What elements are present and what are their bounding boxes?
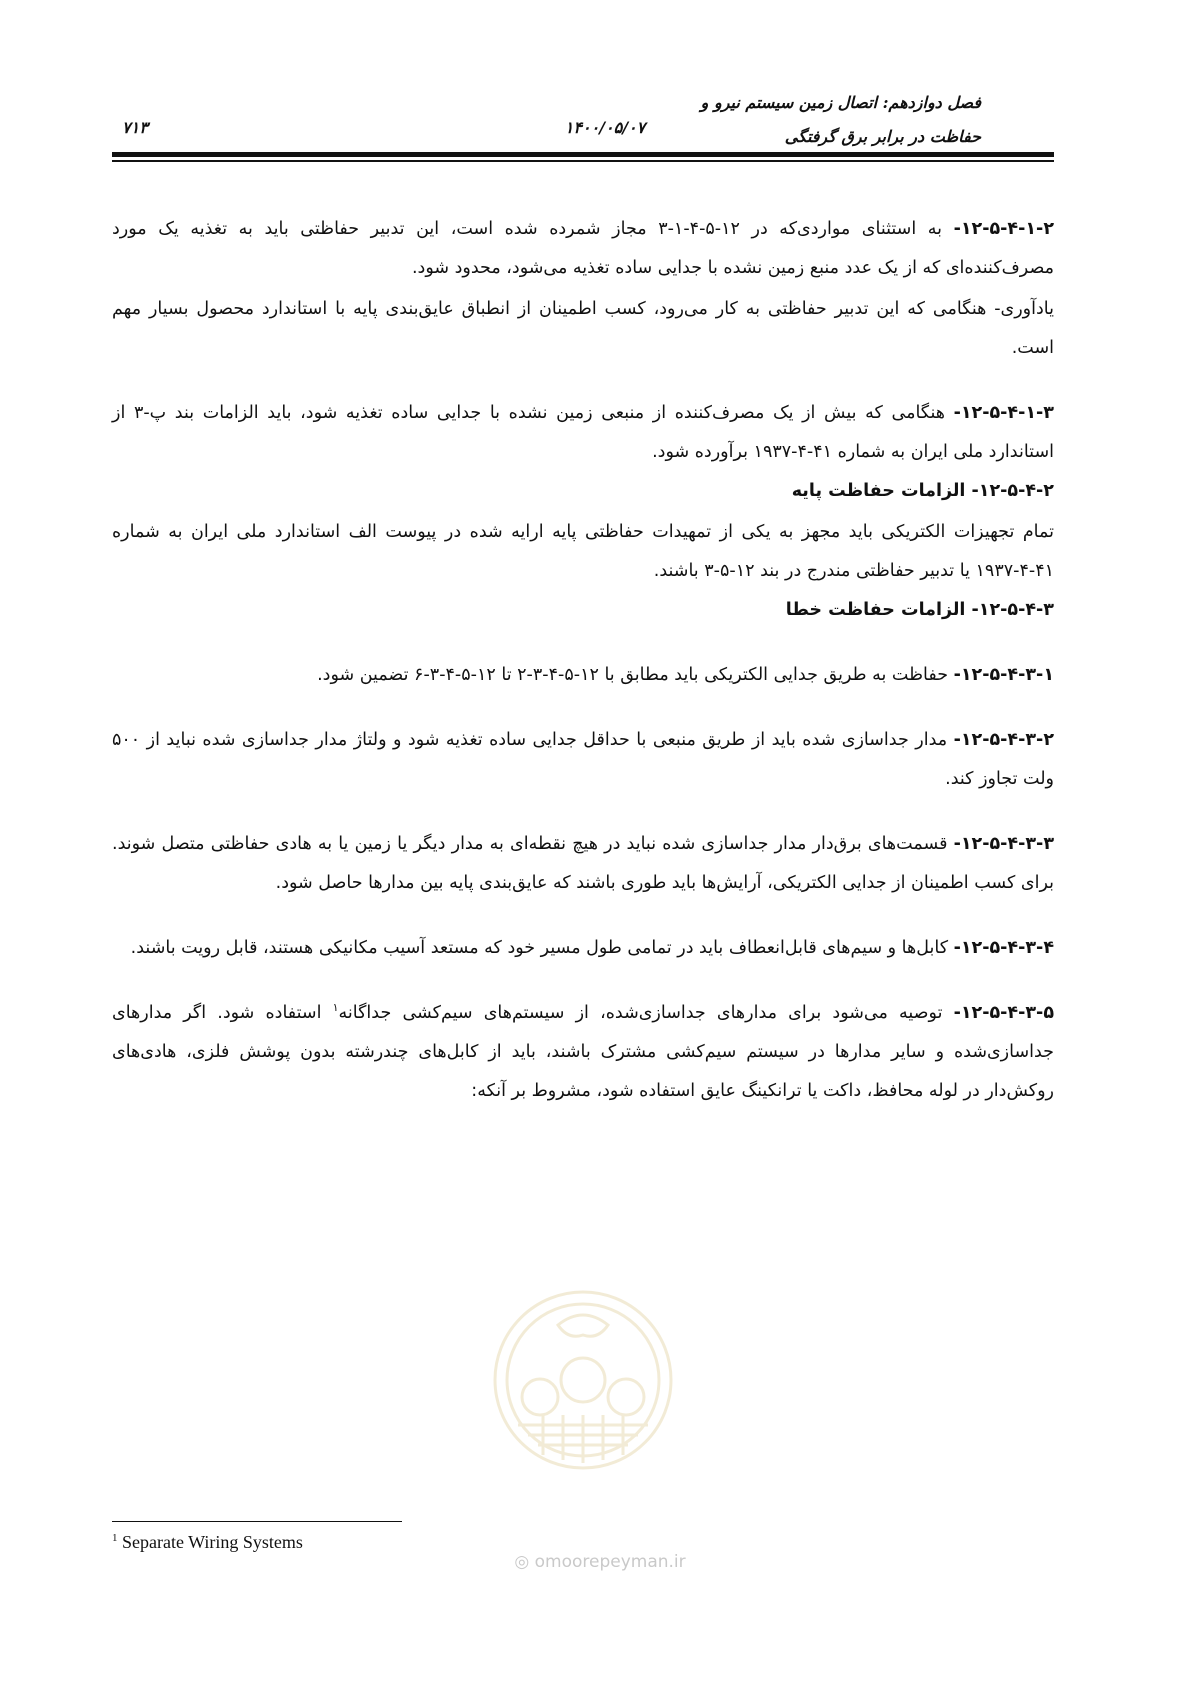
footnote-text: Separate Wiring Systems <box>122 1532 303 1552</box>
clause-text: قسمت‌های برق‌دار مدار جداسازی شده نباید در هیچ نقطه‌ای به مدار دیگر یا زمین یا به هادی حفاظتی متصل شوند. برای کسب اطمینان از جدایی الکتریکی، آرایش‌ها باید طوری باشند که عایق‌بندی پایه بین مدارها حاصل شود. <box>112 834 1054 893</box>
section-heading-fault-protection: ۱۲-۵-۴-۳- الزامات حفاظت خطا <box>785 600 1054 620</box>
header-rule-thick <box>112 152 1054 157</box>
clause-number: ۱۲-۵-۴-۱-۳- <box>953 403 1054 423</box>
clause-12-5-4-1-3 <box>112 394 1054 472</box>
body-text <box>112 210 1054 1111</box>
chapter-title <box>421 86 981 154</box>
clause-text: کابل‌ها و سیم‌های قابل‌انعطاف باید در تمامی طول مسیر خود که مستعد آسیب مکانیکی هستند، قابل رویت باشند. <box>130 938 954 958</box>
chapter-title-line1: فصل دوازدهم: اتصال زمین سیستم نیرو و <box>700 93 981 112</box>
clause-12-5-4-3-4 <box>112 929 1054 968</box>
clause-12-5-4-1-2 <box>112 210 1054 288</box>
paragraph-text: تمام تجهیزات الکتریکی باید مجهز به یکی از تمهیدات حفاظتی پایه ارایه شده در پیوست الف استاندارد ملی ایران به شماره ۴۱-۴-۱۹۳۷ یا تدبیر حفاظتی مندرج در بند ۱۲-۵-۳ باشند. <box>112 522 1054 581</box>
clause-12-5-4-3-1 <box>112 656 1054 695</box>
chapter-title-line2: حفاظت در برابر برق گرفتگی <box>784 127 981 146</box>
watermark-logo <box>488 1285 678 1475</box>
clause-12-5-4-3-5 <box>112 994 1054 1111</box>
basic-protection-paragraph <box>112 513 1054 591</box>
section-heading-basic-protection: ۱۲-۵-۴-۲- الزامات حفاظت پایه <box>791 481 1054 501</box>
clause-number: ۱۲-۵-۴-۳-۵- <box>953 1003 1054 1023</box>
clause-text: مدار جداسازی شده باید از طریق منبعی با حداقل جدایی ساده تغذیه شود و ولتاژ مدار جداسازی شده نباید از ۵۰۰ ولت تجاوز کند. <box>112 730 1054 789</box>
clause-12-5-4-3-2 <box>112 721 1054 799</box>
footnote-marker: 1 <box>112 1532 118 1544</box>
watermark-site <box>500 1552 700 1572</box>
clause-text: به استثنای مواردی‌که در ۱۲-۵-۴-۱-۳ مجاز شمرده شده است، این تدبیر حفاظتی باید به تغذیه یک مورد مصرف‌کننده‌ای که از یک عدد منبع زمین نشده با جدایی ساده تغذیه می‌شود، محدود شود. <box>112 219 1054 278</box>
footnote-reference: ۱ <box>332 1001 339 1015</box>
footnote-rule <box>112 1521 402 1522</box>
clause-number: ۱۲-۵-۴-۳-۱- <box>953 665 1054 685</box>
clause-number: ۱۲-۵-۴-۳-۳- <box>953 834 1054 854</box>
header-date: ۱۴۰۰/۰۵/۰۷ <box>564 118 646 137</box>
clause-text-after-ref: استفاده شود. اگر مدارهای جداسازی‌شده و سایر مدارها در سیستم سیم‌کشی مشترک باشند، باید از کابل‌های چندرشته بدون پوشش فلزی، هادی‌های روکش‌دار در لوله محافظ، داکت یا ترانکینگ عایق استفاده شود، مشروط بر آنکه: <box>112 1003 1054 1101</box>
page-number: ۷۱۳ <box>122 118 148 137</box>
footnote <box>112 1532 612 1553</box>
watermark-icon: ◎ <box>514 1552 530 1572</box>
note-paragraph <box>112 290 1054 368</box>
clause-number: ۱۲-۵-۴-۳-۴- <box>953 938 1054 958</box>
clause-text-before-ref: توصیه می‌شود برای مدارهای جداسازی‌شده، از سیستم‌های سیم‌کشی جداگانه <box>338 1003 954 1023</box>
note-text: یادآوری- هنگامی که این تدبیر حفاظتی به کار می‌رود، کسب اطمینان از انطباق عایق‌بندی پایه با استاندارد محصول بسیار مهم است. <box>112 299 1054 358</box>
clause-12-5-4-3-3 <box>112 825 1054 903</box>
watermark-site-text: omoorepeyman.ir <box>534 1552 686 1572</box>
clause-number: ۱۲-۵-۴-۳-۲- <box>953 730 1054 750</box>
clause-text: حفاظت به طریق جدایی الکتریکی باید مطابق با ۱۲-۵-۴-۳-۲ تا ۱۲-۵-۴-۳-۶ تضمین شود. <box>317 665 954 685</box>
clause-text: هنگامی که بیش از یک مصرف‌کننده از منبعی زمین نشده با جدایی ساده تغذیه شود، باید الزامات بند پ-۳ از استاندارد ملی ایران به شماره ۴۱-۴-۱۹۳۷ برآورده شود. <box>112 403 1054 462</box>
clause-number: ۱۲-۵-۴-۱-۲- <box>953 219 1054 239</box>
header-rule-thin <box>112 160 1054 162</box>
